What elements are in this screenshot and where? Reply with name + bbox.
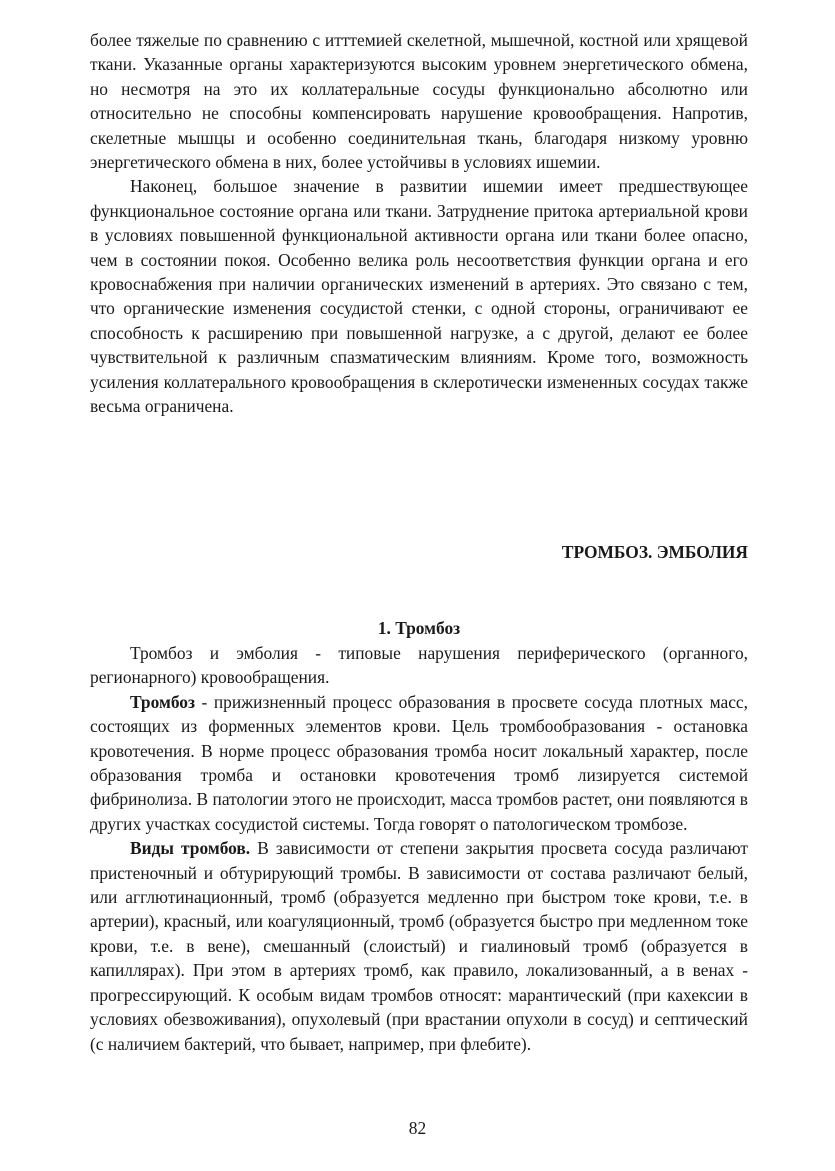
- paragraph-functional-state: Наконец, большое значение в развитии ишемии имеет предшествующее функциональное состояние органа или ткани. Затруднение притока артериальной крови в условиях повышенной функциональной активности органа или ткани более опасно, чем в состоянии покоя. Особенно велика роль несоответствия функции органа и его кровоснабжения при наличии органических изменений в артериях. Это связано с тем, что органические изменения сосудистой стенки, с одной стороны, ограничивают ее способность к расширению при повышенной нагрузке, а с другой, делают ее более чувствительной к различным спазматическим влияниям. Кроме того, возможность усиления коллатерального кровообращения в склеротически измененных сосудах также весьма ограничена.: [90, 176, 748, 417]
- section-title: 1. Тромбоз: [377, 618, 461, 638]
- thrombosis-definition-text: - прижизненный процесс образования в просвете сосуда плотных масс, состоящих из форменных элементов крови. Цель тромбообразования - остановка кровотечения. В норме процесс образования тромба носит локальный характер, после образования тромба и остановки кровотечения тромб лизируется системой фибринолиза. В патологии этого не происходит, масса тромбов растет, они появляются в других участках сосудистой системы. Тогда говорят о патологическом тромбозе.: [90, 691, 748, 834]
- paragraph-definition-intro: Тромбоз и эмболия - типовые нарушения периферического (органного, регионарного) кровообращения.: [90, 643, 748, 688]
- top-text-block: [90, 28, 748, 419]
- paragraph-ischemia-organs: более тяжелые по сравнению с итттемией скелетной, мышечной, костной или хрящевой ткани. Указанные органы характеризуются высоким уровнем энергетического обмена, но несмотря на это их коллатеральные сосуды функционально абсолютно или относительно не способны компенсировать нарушение кровообращения. Напротив, скелетные мышцы и особенно соединительная ткань, благодаря низкому уровню энергетического обмена в них, более устойчивы в условиях ишемии.: [90, 30, 748, 173]
- paragraph-thrombosis-definition: [90, 690, 748, 836]
- thrombus-types-text: В зависимости от степени закрытия просвета сосуда различают пристеночный и обтурирующий тромбы. В зависимости от состава различают белый, или агглютинационный, тромб (образуется медленно при быстром токе крови, т.е. в артерии), красный, или коагуляционный, тромб (образуется быстро при медленном токе крови, т.е. в вене), смешанный (слоистый) и гиалиновый тромб (образуется в капиллярах). При этом в артериях тромб, как правило, локализованный, а в венах - прогрессирующий. К особым видам тромбов относят: марантический (при кахексии в условиях обезвоживания), опухолевый (при врастании опухоли в сосуд) и септический (с наличием бактерий, что бывает, например, при флебите).: [90, 838, 748, 1054]
- page-number: 82: [408, 1118, 427, 1138]
- chapter-title: ТРОМБОЗ. ЭМБОЛИЯ: [561, 542, 748, 562]
- paragraph-thrombus-types: [90, 836, 748, 1056]
- term-thrombus-types: Виды тромбов.: [130, 838, 251, 859]
- term-thrombosis: Тромбоз: [130, 691, 195, 712]
- section-text-block: [90, 641, 748, 1056]
